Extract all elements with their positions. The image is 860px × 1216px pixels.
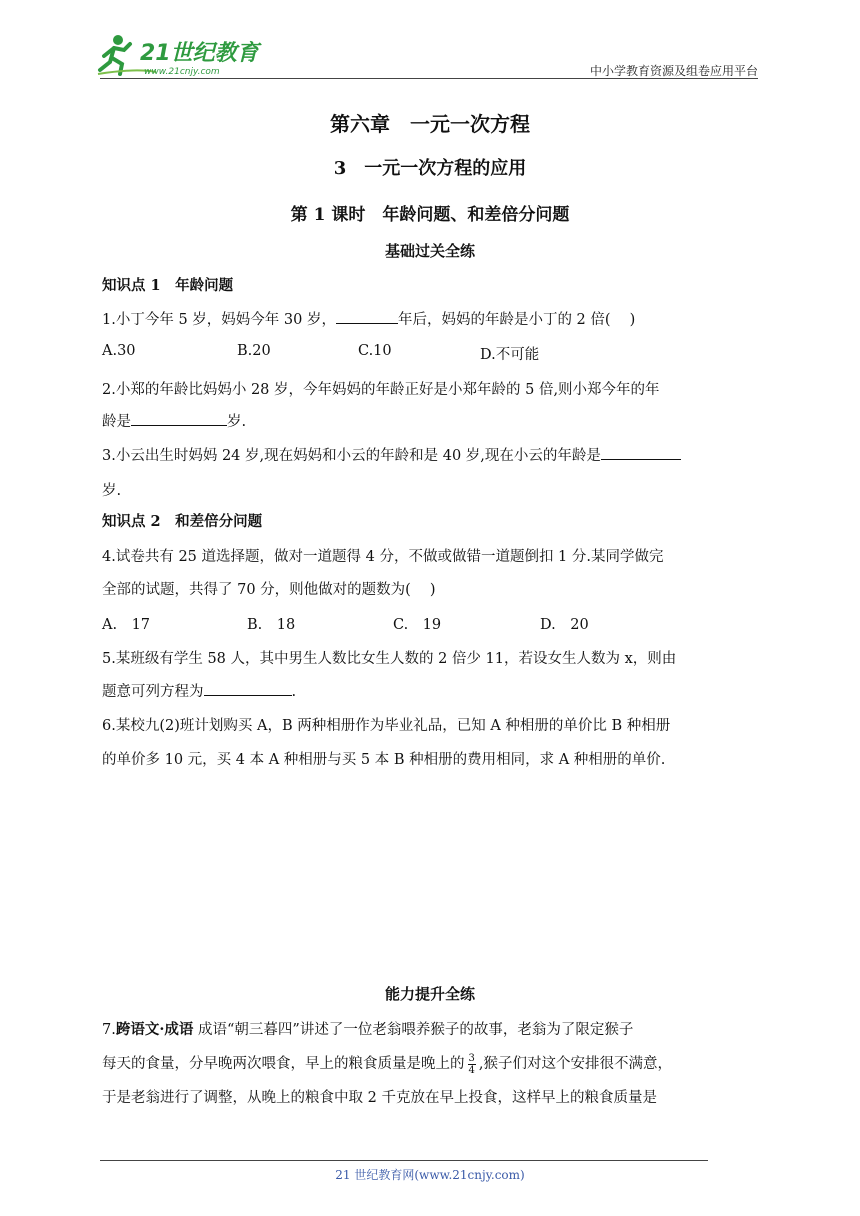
basic-section-heading: 基础过关全练 [384, 242, 475, 260]
q5-text-after: . [291, 684, 297, 700]
site-logo [96, 30, 266, 80]
question-2-line-2 [102, 410, 246, 431]
q2-text-after: 岁. [227, 414, 247, 430]
knowledge-point-2: 知识点 2 和差倍分问题 [102, 513, 263, 530]
q3-blank [601, 445, 681, 460]
q7-text-2-after: ,猴子们对这个安排很不满意， [478, 1056, 672, 1072]
q5-text-before: 题意可列方程为 [102, 684, 204, 700]
q5-blank [204, 681, 292, 696]
question-7-line-2 [102, 1052, 672, 1076]
footer-divider [100, 1160, 708, 1161]
q4-option-d: D. 20 [540, 617, 589, 633]
advanced-section-heading: 能力提升全练 [384, 985, 475, 1003]
question-6-line-1: 6.某校九(2)班计划购买 A，B 两种相册作为毕业礼品，已知 A 种相册的单价比 B 种相册 [102, 718, 671, 734]
q3-text: 3.小云出生时妈妈 24 岁,现在妈妈和小云的年龄和是 40 岁,现在小云的年龄是 [102, 448, 601, 464]
question-4-line-2: 全部的试题，共得了 70 分，则他做对的题数为( ) [102, 582, 436, 598]
q2-text-before: 龄是 [102, 414, 131, 430]
knowledge-point-1: 知识点 1 年龄问题 [102, 277, 234, 294]
q7-text-1: 成语“朝三暮四”讲述了一位老翁喂养猴子的故事，老翁为了限定猴子 [193, 1022, 634, 1038]
q1-option-c: C.10 [358, 343, 392, 359]
question-3-line-2: 岁. [102, 483, 122, 499]
chapter-title: 第六章 一元一次方程 [330, 112, 530, 136]
q1-text-before: 1.小丁今年 5 岁，妈妈今年 30 岁， [102, 312, 336, 328]
logo-text: 21世纪教育 [140, 41, 259, 66]
lesson-title: 第 1 课时 年龄问题、和差倍分问题 [290, 205, 570, 225]
logo-url-text: www.21cnjy.com [144, 67, 220, 77]
q7-fraction-denominator: 4 [468, 1064, 475, 1076]
question-5-line-2 [102, 680, 296, 701]
q1-blank [336, 309, 398, 324]
q1-option-b: B.20 [237, 343, 271, 359]
header-divider [100, 78, 758, 79]
q4-option-c: C. 19 [393, 617, 442, 633]
section-title: 3 一元一次方程的应用 [333, 158, 527, 179]
question-1 [102, 308, 635, 329]
q7-tag: 跨语文·成语 [115, 1021, 194, 1038]
footer-link[interactable]: 21 世纪教育网(www.21cnjy.com) [335, 1168, 525, 1182]
q7-text-2-before: 每天的食量，分早晚两次喂食，早上的粮食质量是晚上的 [102, 1056, 465, 1072]
question-6-line-2: 的单价多 10 元，买 4 本 A 种相册与买 5 本 B 种相册的费用相同，求 A 种相册的单价. [102, 752, 666, 768]
question-4-line-1: 4.试卷共有 25 道选择题，做对一道题得 4 分，不做或做错一道题倒扣 1 分.某同学做完 [102, 549, 664, 565]
q7-fraction [468, 1053, 476, 1076]
q1-text-after: 年后，妈妈的年龄是小丁的 2 倍( ) [397, 312, 636, 328]
question-5-line-1: 5.某班级有学生 58 人，其中男生人数比女生人数的 2 倍少 11，若设女生人数为 x，则由 [102, 651, 677, 667]
q4-option-b: B. 18 [247, 617, 296, 633]
question-2-line-1: 2.小郑的年龄比妈妈小 28 岁，今年妈妈的年龄正好是小郑年龄的 5 倍,则小郑今年的年 [102, 382, 660, 398]
q4-option-a: A. 17 [102, 617, 151, 633]
question-7-line-3: 于是老翁进行了调整，从晚上的粮食中取 2 千克放在早上投食，这样早上的粮食质量是 [102, 1090, 657, 1106]
runner-logo-icon [96, 30, 266, 80]
question-3-line-1 [102, 444, 681, 465]
question-7-line-1 [102, 1018, 633, 1039]
q7-fraction-numerator: 3 [468, 1052, 475, 1064]
q2-blank [131, 411, 227, 426]
header-platform-text: 中小学教育资源及组卷应用平台 [589, 64, 758, 78]
q7-number: 7. [102, 1022, 116, 1038]
q1-option-a: A.30 [102, 343, 136, 359]
q1-option-d: D.不可能 [480, 347, 540, 363]
